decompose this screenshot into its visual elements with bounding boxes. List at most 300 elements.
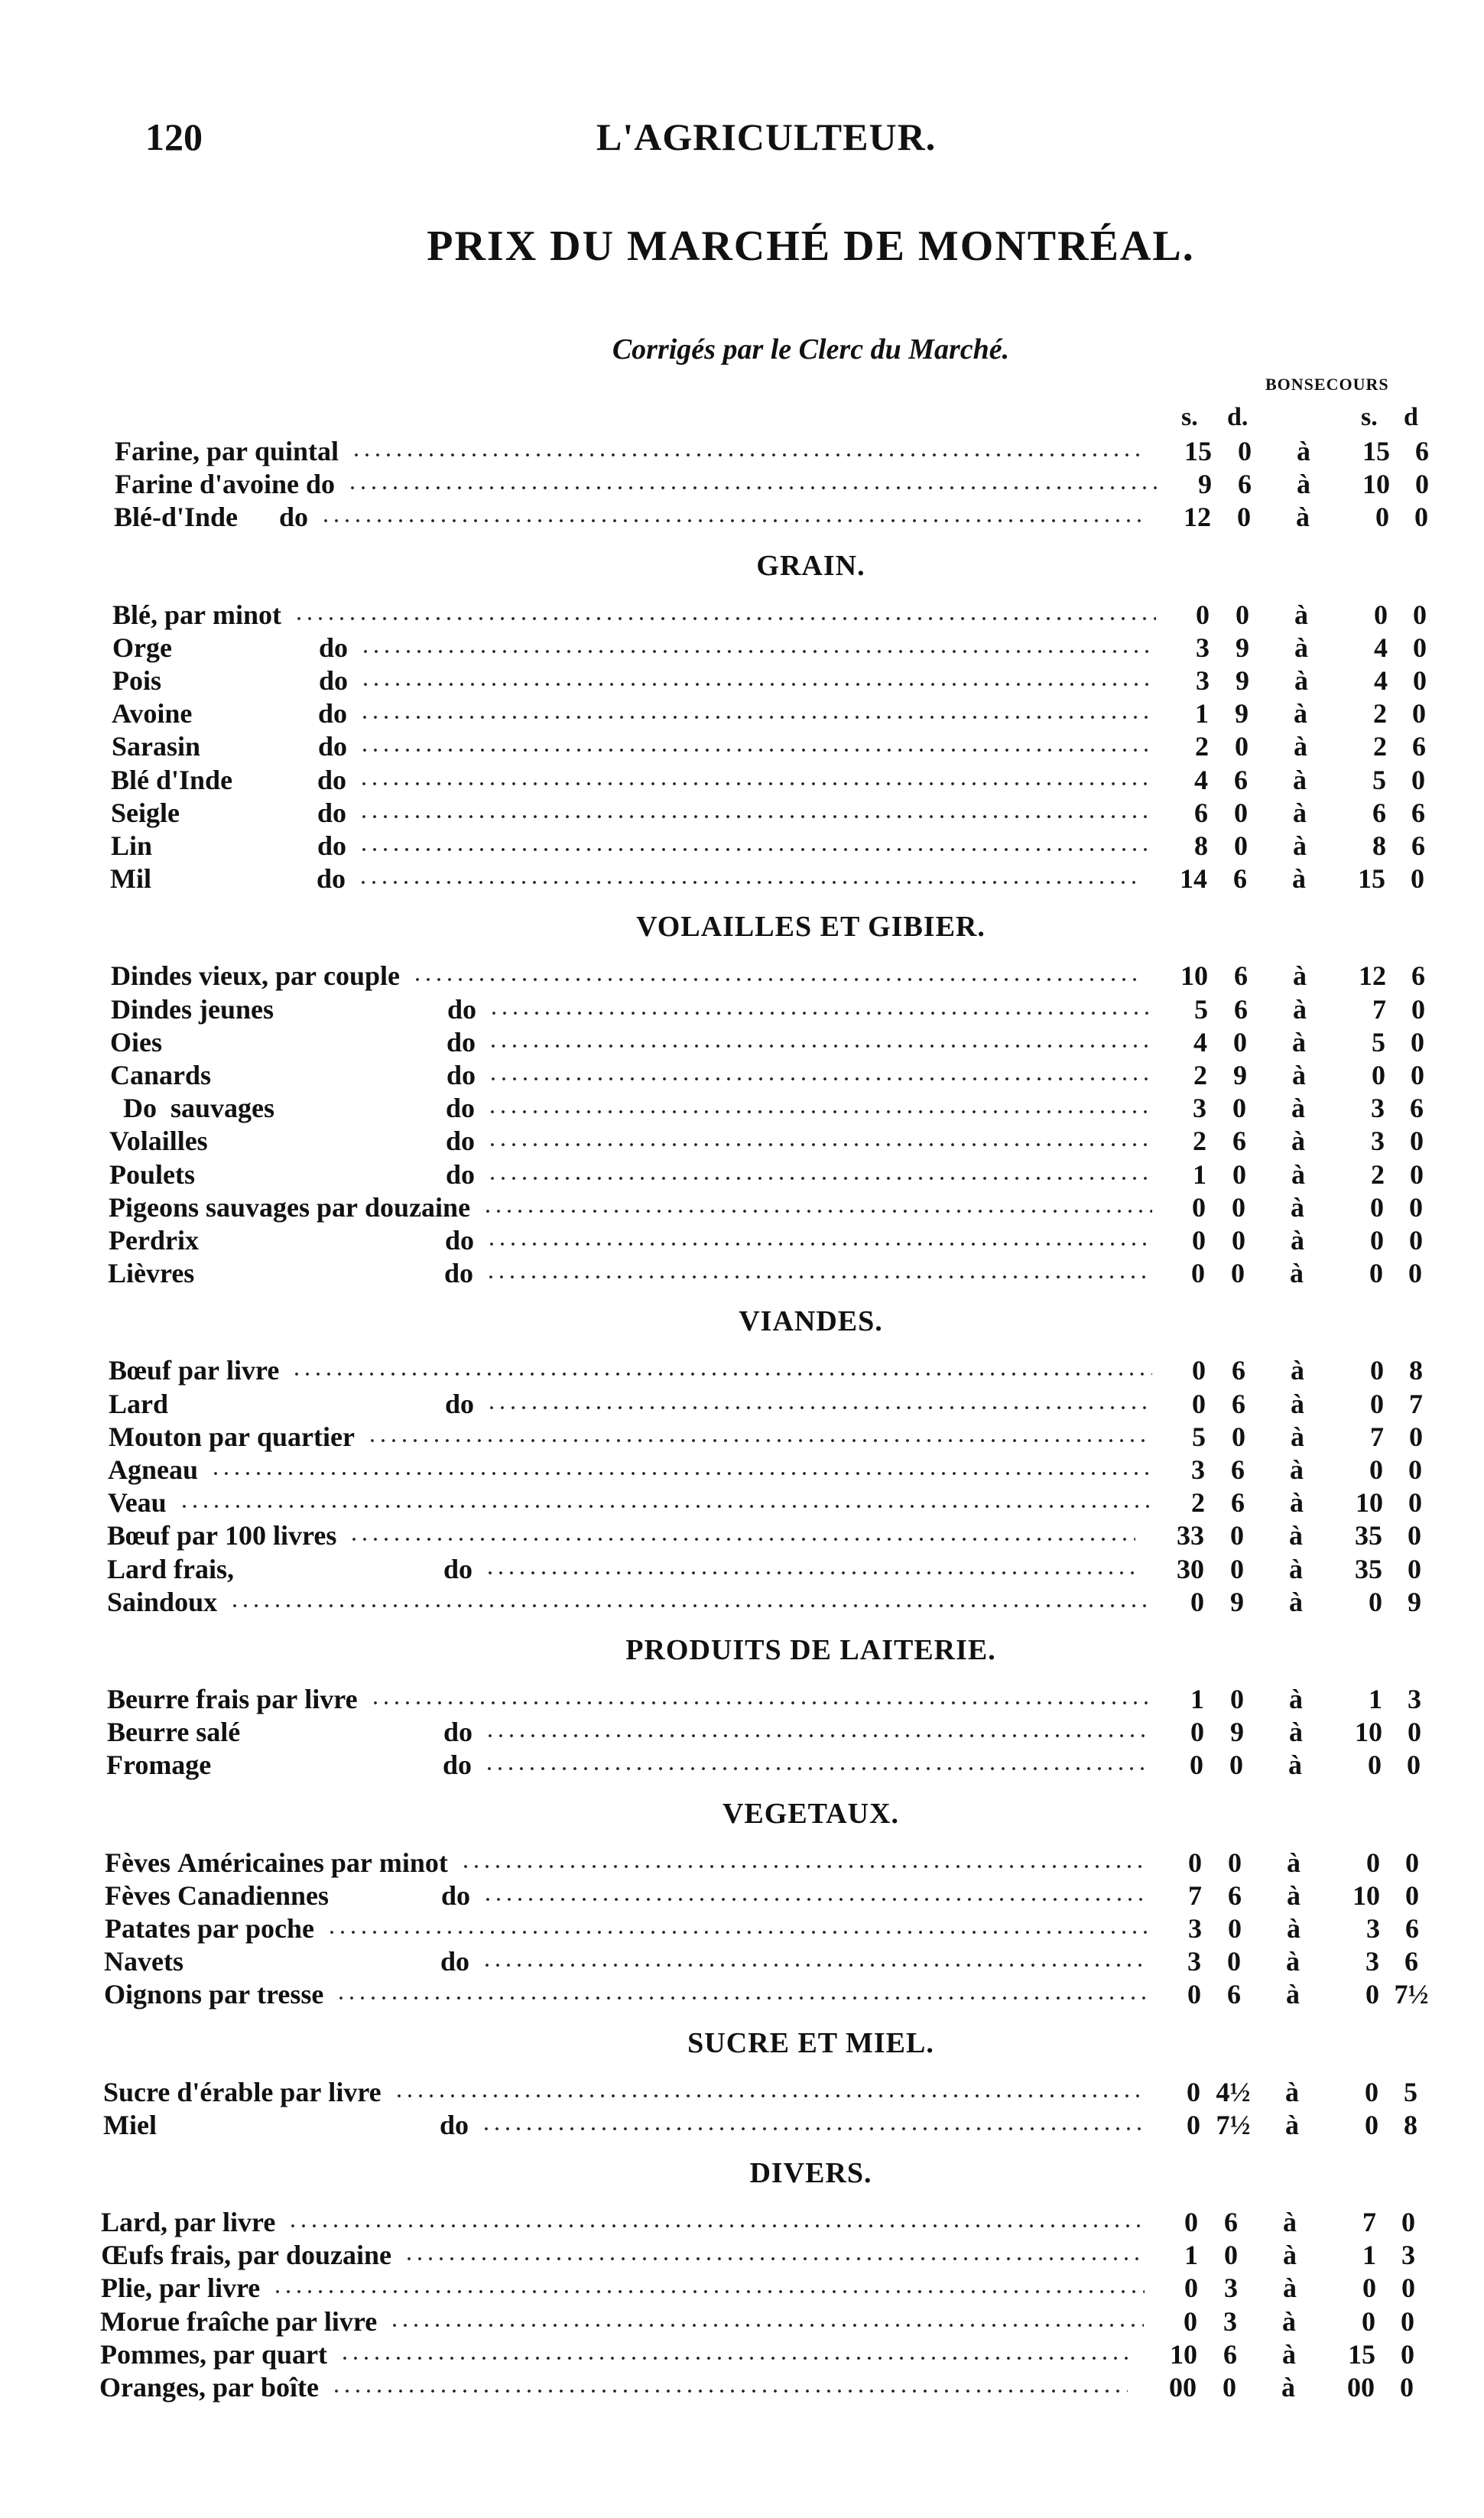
unit-shillings-from: s. — [1181, 403, 1198, 431]
item-name: Blé, par minot — [112, 599, 281, 630]
shillings-to-value: 0 — [1370, 1388, 1384, 1419]
ditto-mark: do — [446, 1158, 476, 1190]
price-row — [105, 1912, 1420, 1945]
range-separator-value: à — [1293, 993, 1307, 1025]
shillings-to-value: 0 — [1369, 1258, 1383, 1289]
pence-to-value: 0 — [1414, 502, 1428, 533]
ditto-mark: do — [446, 1126, 476, 1157]
ditto-mark: do — [319, 632, 349, 663]
range-separator-value: à — [1296, 502, 1310, 533]
item-name: Avoine — [112, 698, 193, 729]
dot-leader — [487, 1176, 1153, 1181]
shillings-to-value: 0 — [1369, 1586, 1382, 1617]
price-row — [108, 1486, 1423, 1519]
pence-to-value: 0 — [1401, 2305, 1414, 2337]
shillings-from-value: 15 — [1184, 436, 1212, 466]
ditto-mark: do — [445, 1225, 475, 1256]
ditto-mark: do — [443, 1717, 473, 1748]
dot-leader — [358, 880, 1138, 885]
pence-to-value: 6 — [1410, 1093, 1424, 1124]
shillings-to-value: 0 — [1370, 1191, 1384, 1223]
shillings-to-value: 7 — [1362, 2207, 1376, 2237]
shillings-from-value: 0 — [1196, 599, 1210, 630]
shillings-from-value: 1 — [1195, 698, 1209, 729]
pence-from-value: 6 — [1238, 469, 1252, 500]
price-row — [105, 1846, 1420, 1880]
ditto-mark: do — [317, 764, 347, 795]
pence-from-value: 6 — [1231, 1487, 1245, 1519]
dot-leader — [359, 847, 1154, 852]
item-name: Lin — [111, 830, 153, 861]
ditto-mark: do — [317, 797, 347, 828]
price-row — [111, 993, 1426, 1026]
pence-from-value: 6 — [1232, 1388, 1245, 1419]
shillings-to-value: 5 — [1372, 764, 1386, 795]
shillings-to-value: 0 — [1369, 1454, 1383, 1485]
pence-from-value: 6 — [1233, 863, 1247, 895]
shillings-from-value: 3 — [1196, 632, 1210, 663]
shillings-from-value: 4 — [1194, 764, 1208, 795]
section-heading-text: GRAIN. — [756, 549, 865, 582]
range-separator-value: à — [1285, 2109, 1299, 2140]
dot-leader — [287, 2224, 1145, 2228]
ditto-mark: do — [441, 1880, 471, 1911]
range-separator-value: à — [1289, 1553, 1303, 1584]
pence-from-value: 6 — [1227, 1979, 1241, 2010]
item-name: Lard frais, — [107, 1553, 234, 1584]
range-separator-value: à — [1283, 2240, 1297, 2271]
shillings-to-value: 0 — [1366, 1847, 1380, 1878]
shillings-to-value: 4 — [1374, 632, 1388, 663]
range-separator-value: à — [1287, 1913, 1301, 1944]
price-row — [112, 697, 1427, 730]
range-separator-value: à — [1289, 1717, 1303, 1748]
pence-from-value: 0 — [1228, 1913, 1242, 1944]
section-heading-text: SUCRE ET MIEL. — [687, 2026, 934, 2059]
shillings-from-value: 0 — [1187, 1979, 1201, 2010]
range-separator-value: à — [1294, 599, 1308, 630]
shillings-to-value: 0 — [1365, 2109, 1378, 2140]
pence-from-value: 0 — [1228, 1847, 1242, 1878]
price-row — [110, 1025, 1425, 1059]
price-row — [104, 1945, 1419, 1978]
range-separator-value: à — [1282, 2305, 1296, 2337]
pence-to-value: 0 — [1411, 764, 1425, 795]
pence-to-value: 9 — [1408, 1586, 1421, 1617]
range-separator-value: à — [1288, 1750, 1302, 1781]
pence-from-value: 0 — [1230, 1520, 1244, 1551]
price-row — [114, 500, 1429, 534]
item-name: Beurre salé — [107, 1717, 241, 1748]
price-row — [109, 1420, 1424, 1454]
dot-leader — [359, 715, 1155, 720]
item-name: Agneau — [108, 1454, 199, 1485]
price-row — [107, 1585, 1422, 1619]
item-name: Pois — [112, 665, 162, 696]
running-header — [145, 115, 1338, 168]
item-name: Do sauvages — [109, 1093, 275, 1124]
item-name: Canards — [110, 1060, 212, 1090]
pence-to-value: 0 — [1408, 1553, 1421, 1584]
item-name: Blé-d'Inde do — [114, 502, 309, 533]
dot-leader — [370, 1701, 1151, 1705]
shillings-from-value: 0 — [1184, 2207, 1198, 2237]
price-row — [111, 829, 1426, 863]
dot-leader — [485, 1275, 1151, 1279]
range-separator-value: à — [1281, 2372, 1295, 2403]
pence-from-value: 9 — [1233, 1060, 1247, 1090]
item-name: Lard — [109, 1388, 169, 1419]
pence-to-value: 0 — [1410, 1158, 1424, 1190]
pence-to-value: 0 — [1405, 1847, 1419, 1878]
page-title — [0, 222, 1484, 271]
range-separator-value: à — [1292, 1026, 1306, 1058]
shillings-from-value: 0 — [1190, 1717, 1204, 1748]
running-title: L'AGRICULTEUR. — [596, 115, 937, 158]
shillings-to-value: 10 — [1355, 1717, 1382, 1748]
range-separator-value: à — [1291, 1355, 1304, 1386]
price-row — [111, 763, 1426, 797]
pence-to-value: 0 — [1408, 1520, 1421, 1551]
pence-from-value: 6 — [1234, 960, 1248, 992]
pence-to-value: 0 — [1411, 1060, 1424, 1090]
shillings-from-value: 5 — [1194, 993, 1208, 1025]
section-heading — [0, 549, 1484, 583]
shillings-from-value: 3 — [1188, 1913, 1202, 1944]
price-row — [109, 1091, 1424, 1125]
pence-from-value: 3 — [1224, 2273, 1238, 2304]
pence-to-value: 0 — [1412, 698, 1426, 729]
pence-to-value: 0 — [1408, 1454, 1422, 1485]
dot-leader — [349, 1537, 1135, 1542]
shillings-from-value: 12 — [1184, 502, 1211, 533]
section-heading — [0, 910, 1484, 944]
ditto-mark: do — [318, 731, 348, 762]
shillings-to-value: 15 — [1362, 436, 1390, 466]
shillings-from-value: 10 — [1180, 960, 1208, 992]
pence-from-value: 9 — [1230, 1586, 1244, 1617]
item-name: Lièvres — [108, 1258, 195, 1289]
range-separator-value: à — [1290, 1487, 1304, 1519]
item-name: Lard, par livre — [101, 2207, 276, 2237]
item-name: Miel — [103, 2109, 157, 2140]
section-heading-text: VEGETAUX. — [722, 1797, 900, 1830]
pence-to-value: 8 — [1409, 1355, 1423, 1386]
price-row — [112, 598, 1427, 632]
shillings-to-value: 0 — [1362, 2305, 1375, 2337]
dot-leader — [484, 1766, 1150, 1771]
range-separator-value: à — [1294, 698, 1307, 729]
pence-from-value: 4½ — [1216, 2076, 1251, 2107]
range-separator-value: à — [1287, 1880, 1301, 1911]
shillings-to-value: 8 — [1372, 830, 1386, 861]
item-name: Blé d'Inde — [111, 764, 233, 795]
item-name: Pommes, par quart — [100, 2338, 327, 2370]
shillings-to-value: 1 — [1362, 2240, 1376, 2271]
item-name: Sucre d'érable par livre — [103, 2076, 382, 2107]
range-separator-value: à — [1292, 1060, 1306, 1090]
pence-to-value: 6 — [1411, 960, 1425, 992]
item-name: Bœuf par livre — [109, 1355, 280, 1386]
shillings-from-value: 9 — [1198, 469, 1212, 500]
price-row — [115, 434, 1430, 468]
pence-from-value: 0 — [1237, 502, 1251, 533]
pence-from-value: 0 — [1232, 1093, 1246, 1124]
unit-shillings-to: s. — [1361, 403, 1378, 431]
dot-leader — [481, 2126, 1147, 2131]
section-heading-text: VIANDES. — [739, 1305, 883, 1338]
pence-from-value: 0 — [1238, 436, 1252, 466]
price-row — [107, 1519, 1422, 1552]
pence-to-value: 8 — [1404, 2109, 1417, 2140]
ditto-mark: do — [318, 698, 348, 729]
market-column-heading: BONSECOURS — [1265, 375, 1389, 394]
item-name: Beurre frais par livre — [107, 1684, 358, 1714]
pence-to-value: 3 — [1408, 1684, 1421, 1714]
shillings-from-value: 5 — [1192, 1421, 1206, 1452]
pence-to-value: 0 — [1400, 2372, 1414, 2403]
range-separator-value: à — [1290, 1258, 1304, 1289]
item-name: Patates par poche — [105, 1913, 314, 1944]
dot-leader — [482, 1209, 1152, 1214]
price-row — [100, 2305, 1415, 2338]
pence-to-value: 5 — [1404, 2076, 1417, 2107]
ditto-mark: do — [445, 1388, 475, 1419]
shillings-to-value: 2 — [1371, 1158, 1385, 1190]
item-name: Œufs frais, par douzaine — [101, 2240, 392, 2271]
pence-from-value: 0 — [1229, 1750, 1243, 1781]
price-row — [111, 796, 1426, 830]
page-title-text: PRIX DU MARCHÉ DE MONTRÉAL. — [427, 223, 1195, 270]
dot-leader — [331, 2389, 1128, 2393]
shillings-from-value: 4 — [1193, 1026, 1207, 1058]
item-name: Plie, par livre — [101, 2273, 261, 2304]
pence-from-value: 6 — [1232, 1126, 1246, 1157]
shillings-from-value: 3 — [1191, 1454, 1205, 1485]
dot-leader — [339, 2356, 1128, 2360]
shillings-to-value: 2 — [1373, 698, 1387, 729]
dot-leader — [359, 814, 1154, 819]
price-row — [105, 1879, 1420, 1912]
item-name: Fromage — [106, 1750, 212, 1781]
pence-to-value: 0 — [1401, 2273, 1415, 2304]
price-row — [109, 1353, 1424, 1387]
dot-leader — [488, 1077, 1154, 1081]
pence-from-value: 6 — [1231, 1454, 1245, 1485]
page-number: 120 — [145, 115, 203, 158]
shillings-from-value: 30 — [1177, 1553, 1204, 1584]
pence-to-value: 0 — [1409, 1191, 1423, 1223]
pence-from-value: 9 — [1236, 632, 1249, 663]
shillings-from-value: 7 — [1188, 1880, 1202, 1911]
range-separator-value: à — [1293, 797, 1307, 828]
price-row — [108, 1453, 1423, 1486]
shillings-from-value: 10 — [1170, 2338, 1197, 2370]
range-separator-value: à — [1283, 2207, 1297, 2237]
dot-leader — [320, 518, 1142, 523]
price-row — [100, 2338, 1415, 2371]
dot-leader — [486, 1242, 1152, 1246]
price-row — [109, 1387, 1424, 1421]
price-row — [106, 1748, 1421, 1782]
pence-to-value: 0 — [1401, 2338, 1414, 2370]
pence-from-value: 6 — [1232, 1355, 1245, 1386]
shillings-from-value: 0 — [1188, 1847, 1202, 1878]
item-name: Oranges, par boîte — [99, 2372, 319, 2403]
dot-leader — [347, 486, 1158, 490]
item-name: Oignons par tresse — [104, 1979, 324, 2010]
pence-from-value: 0 — [1224, 2240, 1238, 2271]
dot-leader — [360, 682, 1156, 687]
section-heading-text: VOLAILLES ET GIBIER. — [636, 911, 986, 944]
dot-leader — [359, 748, 1155, 752]
pence-from-value: 6 — [1228, 1880, 1242, 1911]
shillings-from-value: 14 — [1180, 863, 1207, 895]
shillings-from-value: 1 — [1190, 1684, 1204, 1714]
dot-leader — [486, 1405, 1152, 1410]
item-name: Oies — [110, 1026, 162, 1058]
pence-from-value: 0 — [1227, 1946, 1241, 1977]
pence-from-value: 9 — [1235, 698, 1249, 729]
pence-to-value: 0 — [1407, 1750, 1421, 1781]
range-separator-value: à — [1291, 1158, 1305, 1190]
shillings-from-value: 33 — [1177, 1520, 1204, 1551]
price-row — [99, 2370, 1414, 2404]
price-row — [101, 2205, 1416, 2239]
shillings-from-value: 6 — [1194, 797, 1208, 828]
price-row — [110, 862, 1425, 895]
pence-to-value: 6 — [1404, 1946, 1418, 1977]
pence-from-value: 0 — [1231, 1258, 1245, 1289]
range-separator-value: à — [1287, 1847, 1301, 1878]
section-heading — [0, 1633, 1484, 1667]
item-name: Orge — [112, 632, 172, 663]
shillings-from-value: 0 — [1187, 2109, 1200, 2140]
shillings-to-value: 0 — [1370, 1355, 1384, 1386]
range-separator-value: à — [1285, 2076, 1299, 2107]
dot-leader — [404, 2256, 1145, 2261]
item-name: Farine d'avoine do — [115, 469, 336, 500]
shillings-to-value: 7 — [1372, 993, 1386, 1025]
dot-leader — [485, 1733, 1151, 1738]
price-row — [109, 1158, 1424, 1191]
pence-from-value: 3 — [1223, 2305, 1237, 2337]
dot-leader — [485, 1571, 1135, 1575]
shillings-from-value: 8 — [1194, 830, 1208, 861]
shillings-to-value: 0 — [1370, 1225, 1384, 1256]
shillings-to-value: 0 — [1365, 1979, 1379, 2010]
section-heading-text: DIVERS. — [749, 2157, 872, 2189]
pence-to-value: 0 — [1411, 1026, 1424, 1058]
pence-from-value: 6 — [1234, 764, 1248, 795]
range-separator-value: à — [1291, 1225, 1304, 1256]
shillings-from-value: 0 — [1190, 1750, 1203, 1781]
shillings-to-value: 12 — [1359, 960, 1386, 992]
price-row — [112, 729, 1427, 763]
pence-to-value: 0 — [1415, 469, 1429, 500]
item-name: Perdrix — [109, 1225, 199, 1256]
shillings-from-value: 0 — [1192, 1225, 1206, 1256]
range-separator-value: à — [1291, 1093, 1305, 1124]
pence-from-value: 6 — [1234, 993, 1248, 1025]
dot-leader — [489, 1011, 1154, 1015]
dot-leader — [360, 649, 1156, 654]
range-separator-value: à — [1293, 960, 1307, 992]
price-row — [115, 467, 1430, 501]
shillings-to-value: 3 — [1366, 1913, 1380, 1944]
item-name: Saindoux — [107, 1586, 218, 1617]
range-separator-value: à — [1289, 1586, 1303, 1617]
pence-to-value: 0 — [1409, 1225, 1423, 1256]
item-name: Navets — [104, 1946, 183, 1977]
price-row — [112, 631, 1427, 664]
item-name: Volailles — [109, 1126, 208, 1157]
range-separator-value: à — [1297, 469, 1310, 500]
ditto-mark: do — [317, 863, 346, 895]
pence-from-value: 0 — [1232, 1421, 1245, 1452]
item-name: Mil — [110, 863, 151, 895]
pence-to-value: 6 — [1411, 797, 1425, 828]
pence-from-value: 9 — [1230, 1717, 1244, 1748]
dot-leader — [229, 1603, 1151, 1608]
shillings-from-value: 00 — [1169, 2372, 1197, 2403]
dot-leader — [460, 1864, 1148, 1869]
dot-leader — [351, 453, 1143, 457]
price-row — [103, 2075, 1418, 2109]
dot-leader — [487, 1110, 1153, 1114]
item-name: Poulets — [109, 1158, 195, 1190]
pence-to-value: 6 — [1415, 436, 1429, 466]
range-separator-value: à — [1286, 1979, 1300, 2010]
pence-from-value: 0 — [1233, 1026, 1247, 1058]
shillings-to-value: 6 — [1372, 797, 1386, 828]
pence-to-value: 6 — [1405, 1913, 1419, 1944]
item-name: Dindes vieux, par couple — [111, 960, 401, 992]
pence-from-value: 0 — [1230, 1553, 1244, 1584]
pence-to-value: 0 — [1410, 1126, 1424, 1157]
dot-leader — [179, 1504, 1151, 1509]
shillings-from-value: 3 — [1187, 1946, 1201, 1977]
range-separator-value: à — [1292, 863, 1306, 895]
shillings-to-value: 0 — [1368, 1750, 1382, 1781]
dot-leader — [412, 977, 1139, 982]
pence-from-value: 7½ — [1216, 2109, 1251, 2140]
shillings-to-value: 15 — [1358, 863, 1385, 895]
pence-from-value: 0 — [1232, 1158, 1246, 1190]
ditto-mark: do — [444, 1258, 474, 1289]
price-row — [109, 1223, 1424, 1257]
ditto-mark: do — [443, 1553, 473, 1584]
shillings-from-value: 2 — [1191, 1487, 1205, 1519]
shillings-from-value: 0 — [1192, 1355, 1206, 1386]
shillings-from-value: 0 — [1191, 1258, 1205, 1289]
shillings-to-value: 10 — [1352, 1880, 1380, 1911]
shillings-from-value: 1 — [1184, 2240, 1198, 2271]
section-heading-text: PRODUITS DE LAITERIE. — [625, 1634, 996, 1666]
range-separator-value: à — [1286, 1946, 1300, 1977]
dot-leader — [487, 1142, 1153, 1147]
section-heading — [0, 2026, 1484, 2060]
pence-to-value: 0 — [1409, 1421, 1423, 1452]
pence-to-value: 0 — [1413, 599, 1427, 630]
range-separator-value: à — [1294, 731, 1307, 762]
shillings-from-value: 2 — [1193, 1126, 1206, 1157]
range-separator-value: à — [1291, 1126, 1305, 1157]
shillings-to-value: 0 — [1375, 502, 1389, 533]
shillings-from-value: 1 — [1193, 1158, 1206, 1190]
shillings-to-value: 7 — [1370, 1421, 1384, 1452]
section-heading — [0, 2156, 1484, 2190]
